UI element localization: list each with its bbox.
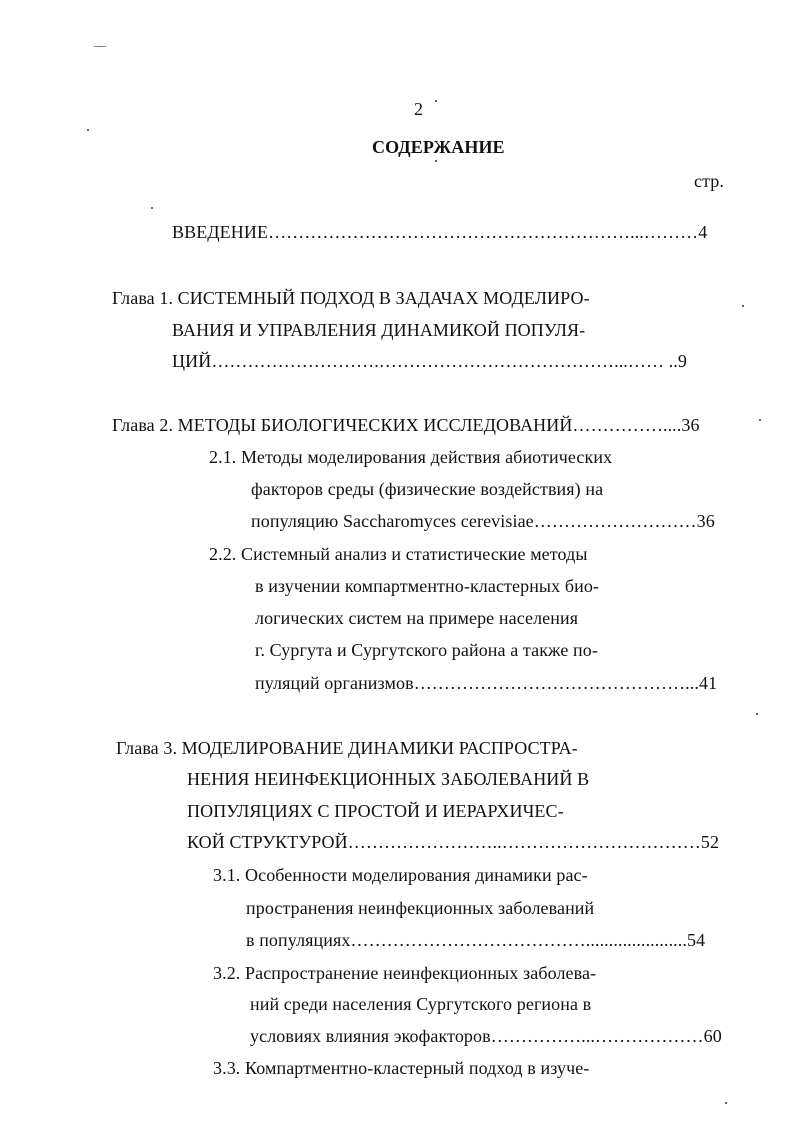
- toc-section-3-2-line-3: [250, 1025, 722, 1047]
- toc-page-number: 60: [703, 1026, 722, 1046]
- scan-speck: [725, 1102, 727, 1104]
- toc-chapter-1-line-3: [172, 350, 687, 372]
- scan-speck: [151, 207, 153, 209]
- toc-section-3-1-line-1: 3.1. Особенности моделирования динамики рас-: [213, 865, 588, 885]
- toc-entry-text: условиях влияния экофакторов: [250, 1026, 491, 1046]
- scan-speck: [759, 419, 761, 421]
- leader-dots: ……………...………………: [490, 1026, 704, 1046]
- toc-entry-text: КОЙ СТРУКТУРОЙ: [187, 832, 348, 852]
- page-title: СОДЕРЖАНИЕ: [372, 137, 505, 157]
- leader-dots: ……………………………………………………...………: [268, 222, 699, 242]
- toc-entry-text: пуляций организмов: [255, 673, 414, 693]
- toc-page-number: 36: [681, 415, 700, 435]
- toc-page-number: 9: [677, 351, 688, 371]
- toc-section-3-2-line-2: ний среди населения Сургутского региона в: [250, 994, 592, 1014]
- toc-entry-text: популяцию Saccharomyces cerevisiae: [251, 511, 534, 531]
- toc-section-3-1-line-2: пространения неинфекционных заболеваний: [246, 898, 595, 918]
- toc-section-2-1-line-1: 2.1. Методы моделирования действия абиотических: [209, 447, 613, 467]
- leader-dots: …………………………………......................: [350, 930, 687, 950]
- toc-section-3-2-line-1: 3.2. Распространение неинфекционных заболева-: [213, 963, 597, 983]
- toc-chapter-2: [112, 414, 700, 436]
- toc-section-2-2-line-5: [255, 672, 717, 694]
- scan-speck: [87, 129, 89, 131]
- toc-section-2-1-line-3: [251, 510, 715, 532]
- toc-page-number: 41: [699, 673, 718, 693]
- toc-page-number: 36: [696, 511, 715, 531]
- toc-section-3-3-line-1: 3.3. Компартментно-кластерный подход в изуче-: [213, 1058, 590, 1078]
- toc-chapter-3-line-4: [187, 831, 719, 853]
- page-number: 2: [414, 99, 424, 119]
- toc-page-number: 52: [700, 832, 720, 852]
- toc-entry-text: Глава 2. МЕТОДЫ БИОЛОГИЧЕСКИХ ИССЛЕДОВАНИЙ: [112, 415, 573, 435]
- toc-section-2-1-line-2: факторов среды (физические воздействия) на: [251, 479, 604, 499]
- toc-section-2-2-line-3: логических систем на примере населения: [255, 608, 579, 628]
- scan-speck: [435, 100, 437, 102]
- toc-section-2-2-line-2: в изучении компартментно-кластерных био-: [255, 576, 600, 596]
- page-column-label: стр.: [694, 171, 724, 191]
- toc-chapter-3-line-1: Глава 3. МОДЕЛИРОВАНИЕ ДИНАМИКИ РАСПРОСТРА-: [116, 738, 578, 758]
- toc-chapter-1-line-2: ВАНИЯ И УПРАВЛЕНИЯ ДИНАМИКОЙ ПОПУЛЯ-: [172, 320, 586, 340]
- toc-section-3-1-line-3: [246, 929, 705, 951]
- toc-section-2-2-line-1: 2.2. Системный анализ и статистические методы: [209, 544, 588, 564]
- toc-page-number: 4: [698, 222, 708, 242]
- leader-dots: ………………………: [533, 511, 697, 531]
- toc-chapter-1-line-1: Глава 1. СИСТЕМНЫЙ ПОДХОД В ЗАДАЧАХ МОДЕЛИРО-: [112, 288, 590, 308]
- toc-entry-text: в популяциях: [246, 930, 351, 950]
- toc-page-number: 54: [686, 930, 706, 950]
- leader-dots: ……………………..……………………………: [347, 832, 701, 852]
- toc-chapter-3-line-3: ПОПУЛЯЦИЯХ С ПРОСТОЙ И ИЕРАРХИЧЕС-: [187, 801, 564, 821]
- leader-dots: ………………………………………...: [413, 673, 699, 693]
- scan-speck: [93, 46, 107, 47]
- toc-chapter-3-line-2: НЕНИЯ НЕИНФЕКЦИОННЫХ ЗАБОЛЕВАНИЙ В: [187, 769, 590, 789]
- toc-entry-text: ЦИЙ: [172, 351, 212, 371]
- toc-section-2-2-line-4: г. Сургута и Сургутского района а также по-: [255, 640, 598, 660]
- leader-dots: ……………....: [572, 415, 682, 435]
- leader-dots: ……………………….…………………………………...…… ..: [211, 351, 678, 371]
- scan-speck: [435, 160, 437, 162]
- toc-entry-text: ВВЕДЕНИЕ: [172, 222, 269, 242]
- scan-speck: [756, 713, 758, 715]
- toc-entry-introduction: [172, 221, 707, 243]
- scan-speck: [742, 305, 744, 307]
